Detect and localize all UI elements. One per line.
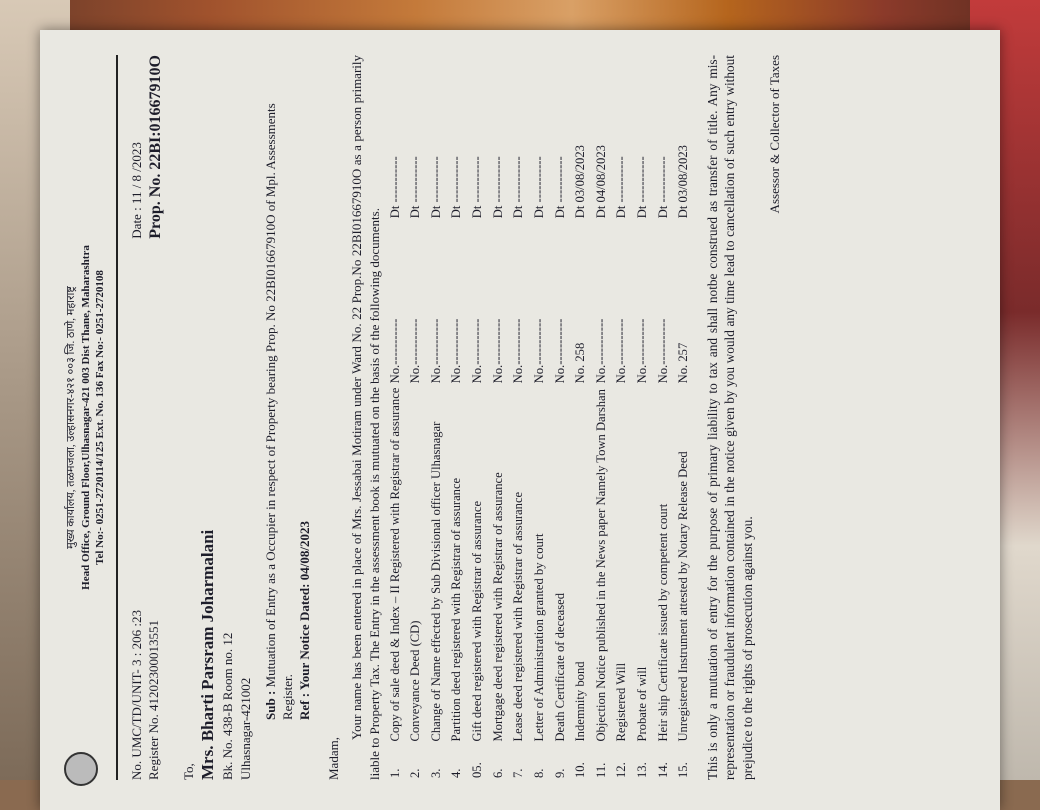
document-date: Dt ----------- — [490, 156, 505, 219]
document-description: Registered Will — [614, 662, 629, 742]
notice-date: Date : 11 / 8 /2023 — [128, 142, 144, 239]
document-description: Death Certificate of deceased — [552, 592, 567, 742]
document-date: Dt ----------- — [552, 156, 567, 219]
document-description: Indemnity bond — [573, 661, 588, 742]
header-line-address: Head Office, Ground Floor,Ulhasnagar-421 003 Dist Thane, Maharashtra — [79, 245, 92, 590]
document-no: No.----------- — [655, 318, 670, 384]
document-number: 3. — [428, 768, 443, 778]
document-number: 6. — [490, 768, 505, 778]
header-divider — [116, 55, 118, 780]
document-no: No.----------- — [428, 318, 443, 384]
document-date: Dt ----------- — [655, 156, 670, 219]
document-description: Heir ship Certificate issued by competent court — [655, 503, 670, 742]
header-line-hindi: मुख्य कार्यालय, तळमजला, उल्हासनगर-४२१ ००३ जि. ठाणे, महाराष्ट्र — [65, 286, 77, 549]
document-no: No.----------- — [614, 318, 629, 384]
document-description: Change of Name effected by Sub Divisional officer Ulhasnagar — [428, 421, 443, 742]
document-date: Dt ----------- — [428, 156, 443, 219]
document-number: 05. — [470, 762, 485, 778]
salutation: Madam, — [326, 737, 342, 780]
document-no: No.----------- — [593, 318, 608, 384]
document-no: No.----------- — [531, 318, 546, 384]
document-no: No.----------- — [408, 318, 423, 384]
documents-table — [385, 55, 694, 780]
subject-label: Sub : — [262, 690, 278, 720]
document-description: Objection Notice published in the News paper Namely Town Darshan — [593, 389, 608, 742]
document-date: Dt ----------- — [470, 156, 485, 219]
document-no: No.----------- — [470, 318, 485, 384]
document-no: No.----------- — [511, 318, 526, 384]
document-row — [632, 55, 653, 780]
document-row — [405, 55, 426, 780]
document-row — [488, 55, 509, 780]
register-number: Register No. 41202300013551 — [145, 620, 161, 780]
document-number: 14. — [655, 762, 670, 778]
reference-block — [296, 55, 313, 720]
document-number: 2. — [408, 768, 423, 778]
document-row — [550, 55, 571, 780]
document-no: No.----------- — [634, 318, 649, 384]
document-description: Letter of Administration granted by court — [531, 533, 546, 742]
signatory: Assessor & Collector of Taxes — [767, 55, 783, 214]
document-row — [570, 55, 591, 780]
document-date: Dt ----------- — [511, 156, 526, 219]
document-description: Mortgage deed registered with Registrar of assurance — [490, 472, 505, 742]
document-row — [529, 55, 550, 780]
document-row — [611, 55, 632, 780]
document-description: Partition deed registered with Registrar of assurance — [449, 477, 464, 742]
addressee-line1: Bk. No. 438-B Room no. 12 — [220, 632, 236, 780]
reference-text: Your Notice Dated: 04/08/2023 — [297, 521, 313, 691]
document-row — [385, 55, 406, 780]
addressee-name: Mrs. Bharti Parsram Joharmalani — [197, 529, 217, 780]
notice-document — [40, 30, 1000, 810]
document-number: 9. — [552, 768, 567, 778]
document-number: 4. — [449, 768, 464, 778]
document-no: No.----------- — [387, 318, 402, 384]
property-number: Prop. No. 22BI:01667910O — [146, 55, 164, 239]
document-row — [673, 55, 694, 780]
document-no: No. 257 — [676, 342, 691, 384]
document-no: No.----------- — [552, 318, 567, 384]
document-description: Conveyance Deed (CD) — [408, 620, 423, 742]
document-row — [508, 55, 529, 780]
document-no: No.----------- — [490, 318, 505, 384]
document-number: 13. — [634, 762, 649, 778]
closing-paragraph: This is only a mutuation of entry for the purpose of primary liability to tax and shall notbe construed as transfer of title. Any mis-representation or fraudulent information contained in the notice given by you would any time lead to cancellation of such entry without prejudice to the rights of prosecution against you. — [704, 55, 755, 780]
document-date: Dt ----------- — [614, 156, 629, 219]
document-number: 10. — [573, 762, 588, 778]
document-description: Unregistered Instrument attested by Notary Release Deed — [676, 451, 691, 742]
letterhead — [64, 55, 108, 780]
document-no: No. 258 — [573, 342, 588, 384]
document-date: Dt 03/08/2023 — [676, 145, 691, 219]
document-row — [467, 55, 488, 780]
document-row — [653, 55, 674, 780]
document-number: 8. — [531, 768, 546, 778]
municipal-emblem-icon — [64, 752, 98, 786]
subject-block — [262, 55, 296, 720]
document-description: Lease deed registered with Registrar of assurance — [511, 491, 526, 742]
body-paragraph: Your name has been entered in place of Mrs. Jessabai Motiram under Ward No. 22 Prop.No 22BI01667910O as a person primarily liable to Property Tax. The Entry in the assessment book is mutuated on the basis of the following documents. — [349, 55, 382, 780]
reference-number: No. UMC/TD/UNIT- 3 : 206 :23 — [128, 610, 144, 780]
document-date: Dt 03/08/2023 — [573, 145, 588, 219]
document-number: 15. — [676, 762, 691, 778]
addressee-line2: Ulhasnagar-421002 — [237, 677, 253, 780]
document-date: Dt ----------- — [531, 156, 546, 219]
document-number: 12. — [614, 762, 629, 778]
header-line-phone: Tel No:- 0251-2720114/125 Ext. No. 136 Fax No:- 0251-2720108 — [94, 270, 107, 565]
document-date: Dt ----------- — [408, 156, 423, 219]
subject-text: Mutuation of Entry as a Occupier in respect of Property bearing Prop. No 22BI01667910O of Mpl. Assessments Register. — [262, 103, 295, 720]
document-row — [591, 55, 612, 780]
document-row — [426, 55, 447, 780]
document-number: 1. — [387, 768, 402, 778]
document-number: 11. — [593, 762, 608, 778]
document-description: Copy of sale deed & Index – II Registered with Registrar of assurance — [387, 387, 402, 742]
document-description: Gift deed registered with Registrar of assurance — [470, 500, 485, 742]
document-number: 7. — [511, 768, 526, 778]
document-date: Dt ----------- — [449, 156, 464, 219]
document-no: No.----------- — [449, 318, 464, 384]
document-description: Probate of will — [634, 666, 649, 742]
document-date: Dt 04/08/2023 — [593, 145, 608, 219]
reference-label: Ref : — [297, 692, 313, 720]
to-label: To, — [180, 763, 196, 780]
document-date: Dt ----------- — [634, 156, 649, 219]
document-row — [446, 55, 467, 780]
document-date: Dt ----------- — [387, 156, 402, 219]
